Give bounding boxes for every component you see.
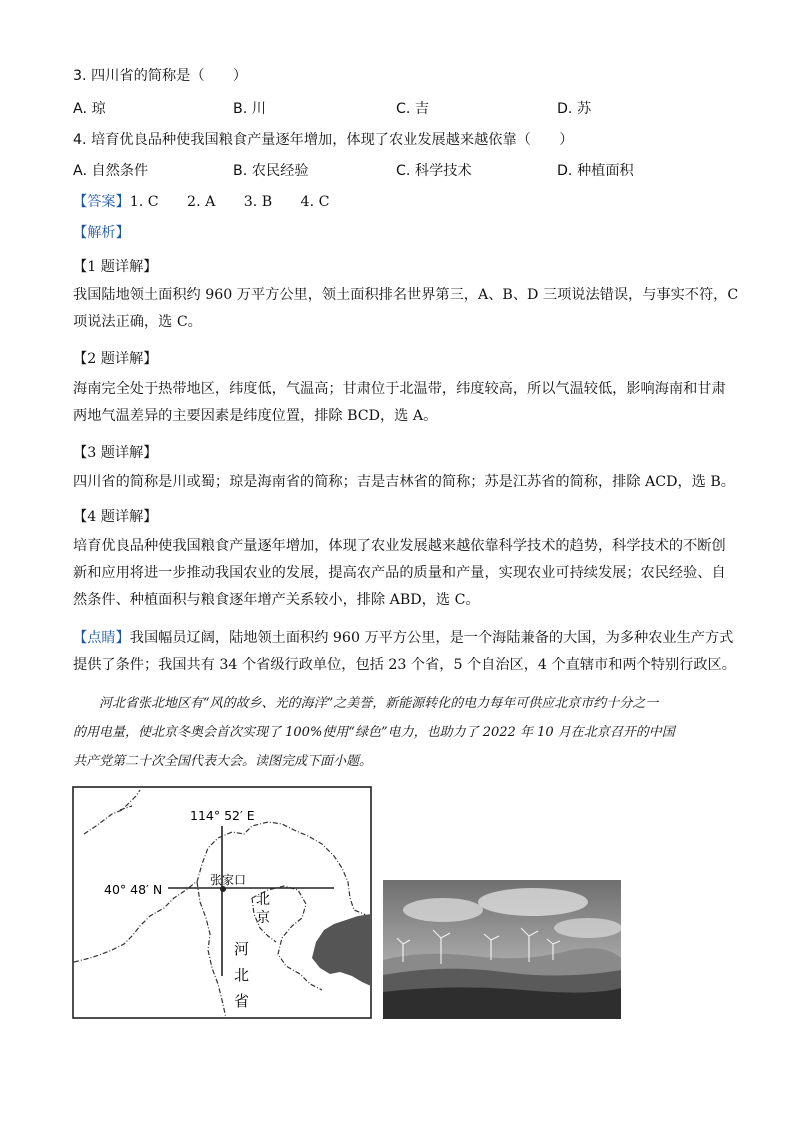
detail4-title: 【4 题详解】 xyxy=(73,509,158,525)
detail2-line: 海南完全处于热带地区，纬度低，气温高；甘肃位于北温带，纬度较高，所以气温较低，影响海南和甘肃 xyxy=(73,381,726,397)
detail1-title: 【1 题详解】 xyxy=(73,259,158,275)
intro-line: 的用电量，使北京冬奥会首次实现了 100%使用“绿色”电力，也助力了 2022 年 10 月在北京召开的中国 xyxy=(73,725,675,740)
detail3-line: 四川省的简称是川或蜀；琼是海南省的简称；吉是吉林省的简称；苏是江苏省的简称，排除 ACD，选 B。 xyxy=(73,474,735,490)
detail3-title: 【3 题详解】 xyxy=(73,445,158,461)
detail1-body xyxy=(73,282,739,336)
detail2-title: 【2 题详解】 xyxy=(73,351,158,367)
q3-option-c: C. 吉 xyxy=(396,101,430,117)
q4-option-b: B. 农民经验 xyxy=(233,163,309,179)
q3-stem: 3. 四川省的简称是（ ） xyxy=(73,68,248,84)
answer-label: 【答案】 xyxy=(73,194,130,210)
dianjing-body xyxy=(73,625,736,679)
dianjing-label: 【点睛】 xyxy=(73,630,130,646)
detail2-body xyxy=(73,376,726,430)
photo-cloud xyxy=(478,888,588,916)
q4-option-a: A. 自然条件 xyxy=(73,163,149,179)
zhangjiakou-map xyxy=(72,786,372,1019)
q3-option-d: D. 苏 xyxy=(557,101,592,117)
detail2-line: 两地气温差异的主要因素是纬度位置，排除 BCD，选 A。 xyxy=(73,408,438,424)
map-hebei-char: 省 xyxy=(234,992,250,1010)
intro-passage xyxy=(73,689,723,776)
dianjing-line-2: 提供了条件；我国共有 34 个省级行政单位，包括 23 个省，5 个自治区，4 个直辖市和两个特别行政区。 xyxy=(73,657,736,673)
detail1-line: 项说法正确，选 C。 xyxy=(73,314,202,330)
map-lat-label: 40° 48′ N xyxy=(104,882,163,897)
dianjing-line-1 xyxy=(73,625,734,652)
map-beijing-char: 北 xyxy=(256,892,270,908)
photo-cloud xyxy=(403,898,483,922)
q4-stem: 4. 培育优良品种使我国粮食产量逐年增加，体现了农业发展越来越依靠（ ） xyxy=(73,132,574,148)
detail4-line: 新和应用将进一步推动我国农业的发展，提高农产品的质量和产量，实现农业可持续发展；农民经验、自 xyxy=(73,565,726,581)
q3-option-b: B. 川 xyxy=(233,101,266,117)
wind-farm-photo xyxy=(383,880,621,1019)
answer-row xyxy=(73,191,329,211)
q3-option-a: A. 琼 xyxy=(73,101,106,117)
q4-option-d: D. 种植面积 xyxy=(557,163,634,179)
map-city-label: 张家口 xyxy=(210,873,247,887)
q4-option-c: C. 科学技术 xyxy=(396,163,472,179)
intro-line: 河北省张北地区有“风的故乡、光的海洋”之美誉，新能源转化的电力每年可供应北京市约十分之一 xyxy=(73,696,659,711)
map-lon-label: 114° 52′ E xyxy=(190,808,255,823)
photo-cloud xyxy=(554,918,621,938)
intro-line: 共产党第二十次全国代表大会。读图完成下面小题。 xyxy=(73,754,373,769)
map-hebei-char: 河 xyxy=(234,940,250,958)
detail1-line: 我国陆地领土面积约 960 万平方公里，领土面积排名世界第三，A、B、D 三项说法错误，与事实不符，C xyxy=(73,287,739,303)
detail4-body xyxy=(73,533,726,614)
analysis-label: 【解析】 xyxy=(73,225,130,241)
map-beijing-char: 京 xyxy=(256,910,270,926)
detail4-line: 培育优良品种使我国粮食产量逐年增加，体现了农业发展越来越依靠科学技术的趋势，科学技术的不断创 xyxy=(73,538,726,554)
answer-text: 1. C 2. A 3. B 4. C xyxy=(129,194,330,210)
detail3-body xyxy=(73,469,735,496)
dianjing-line-text: 我国幅员辽阔，陆地领土面积约 960 万平方公里，是一个海陆兼备的大国，为多种农业生产方式 xyxy=(129,630,734,646)
map-hebei-char: 北 xyxy=(234,966,250,984)
detail4-line: 然条件、种植面积与粮食逐年增产关系较小，排除 ABD，选 C。 xyxy=(73,592,480,608)
